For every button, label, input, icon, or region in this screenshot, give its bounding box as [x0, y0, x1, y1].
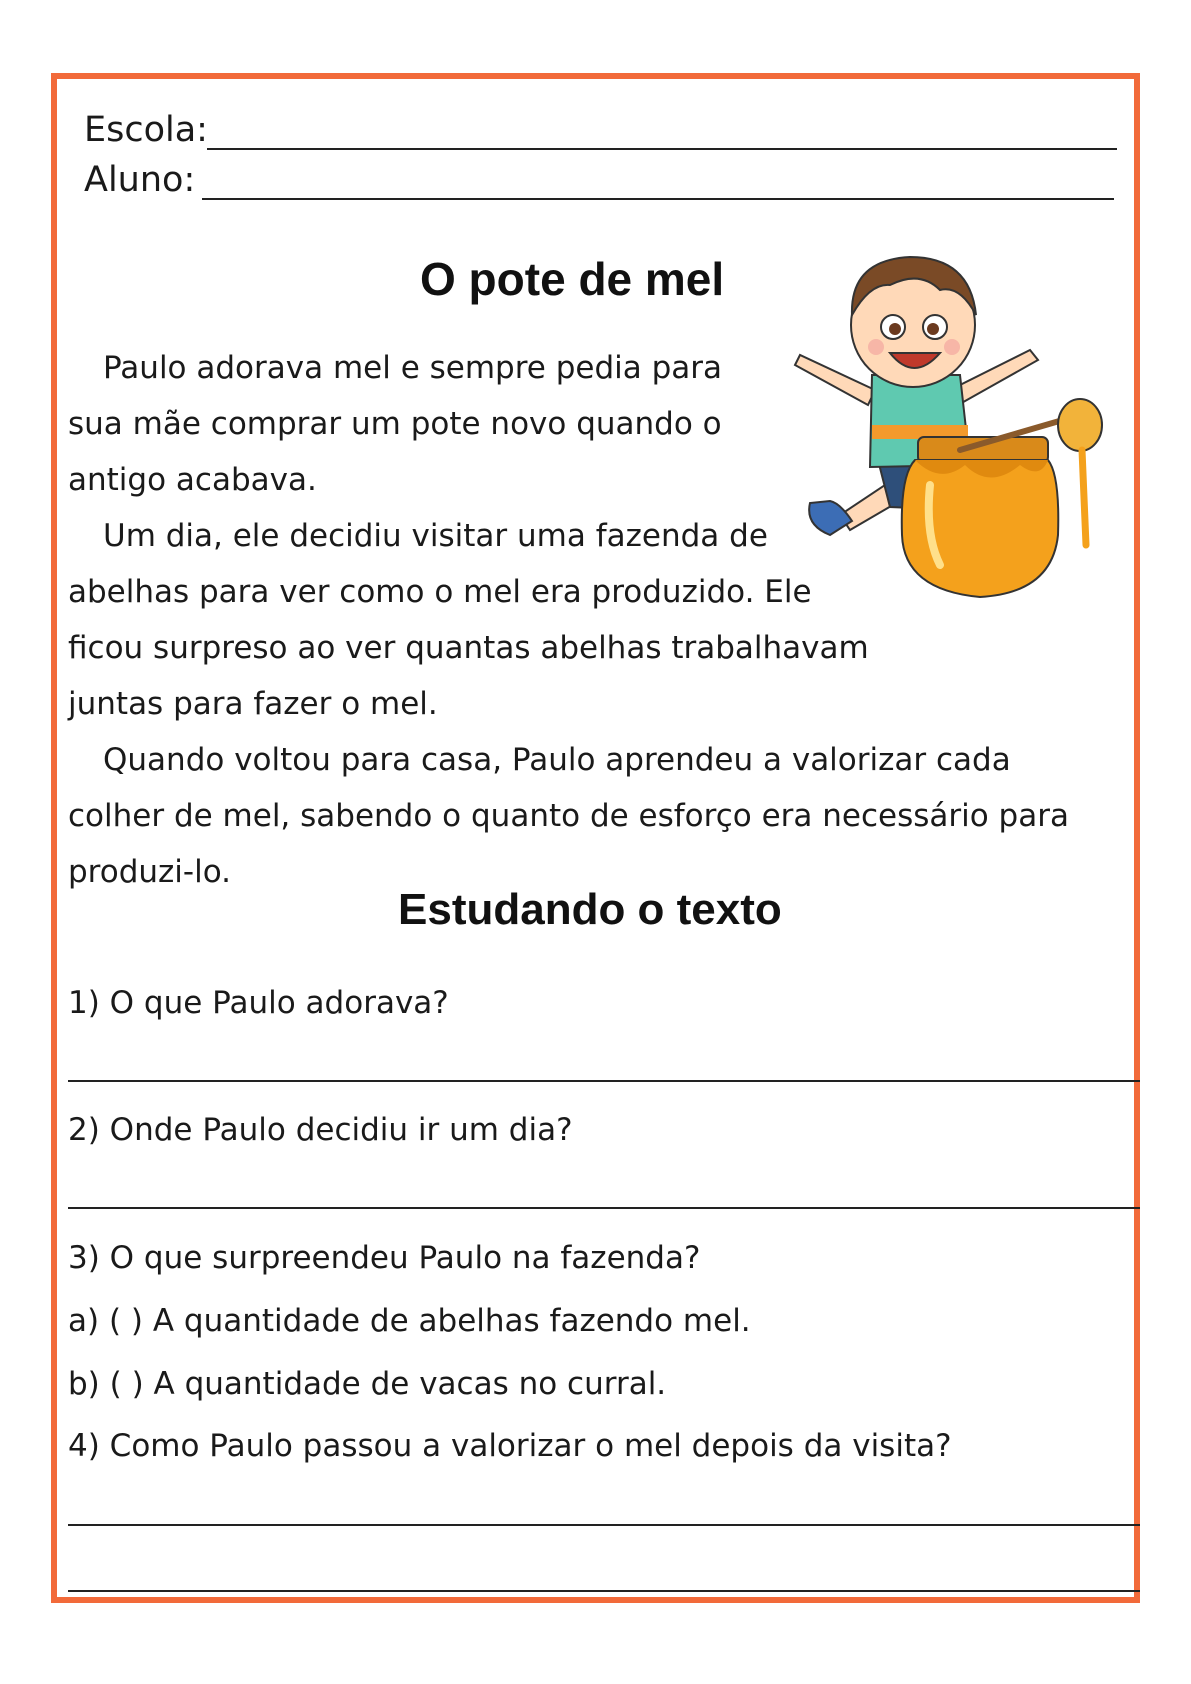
- story-line: Um dia, ele decidiu visitar uma fazenda de: [103, 518, 768, 554]
- story-line: abelhas para ver como o mel era produzido. Ele: [68, 574, 812, 610]
- escola-field[interactable]: [207, 148, 1117, 150]
- story-line: Quando voltou para casa, Paulo aprendeu a valorizar cada: [103, 742, 1011, 778]
- story-line: colher de mel, sabendo o quanto de esforço era necessário para: [68, 798, 1069, 834]
- boy-with-honey-jar-icon: [790, 245, 1110, 655]
- answer-line-4b[interactable]: [68, 1590, 1140, 1592]
- story-line: Paulo adorava mel e sempre pedia para: [103, 350, 723, 386]
- question-3: 3) O que surpreendeu Paulo na fazenda?: [68, 1240, 701, 1276]
- story-line: juntas para fazer o mel.: [68, 686, 438, 722]
- aluno-label: Aluno:: [84, 160, 196, 200]
- answer-line-4a[interactable]: [68, 1524, 1140, 1526]
- story-line: produzi-lo.: [68, 854, 231, 890]
- question-2: 2) Onde Paulo decidiu ir um dia?: [68, 1112, 573, 1148]
- story-line: ficou surpreso ao ver quantas abelhas trabalhavam: [68, 630, 869, 666]
- study-title: Estudando o texto: [398, 885, 782, 934]
- question-4: 4) Como Paulo passou a valorizar o mel depois da visita?: [68, 1428, 952, 1464]
- answer-line-1[interactable]: [68, 1080, 1140, 1082]
- option-a[interactable]: a) ( ) A quantidade de abelhas fazendo mel.: [68, 1303, 751, 1339]
- story-line: sua mãe comprar um pote novo quando o: [68, 406, 722, 442]
- aluno-field[interactable]: [202, 198, 1114, 200]
- question-1: 1) O que Paulo adorava?: [68, 985, 449, 1021]
- story-title: O pote de mel: [420, 253, 725, 305]
- answer-line-2[interactable]: [68, 1207, 1140, 1209]
- option-b[interactable]: b) ( ) A quantidade de vacas no curral.: [68, 1366, 667, 1402]
- story-line: antigo acabava.: [68, 462, 317, 498]
- escola-label: Escola:: [84, 110, 208, 150]
